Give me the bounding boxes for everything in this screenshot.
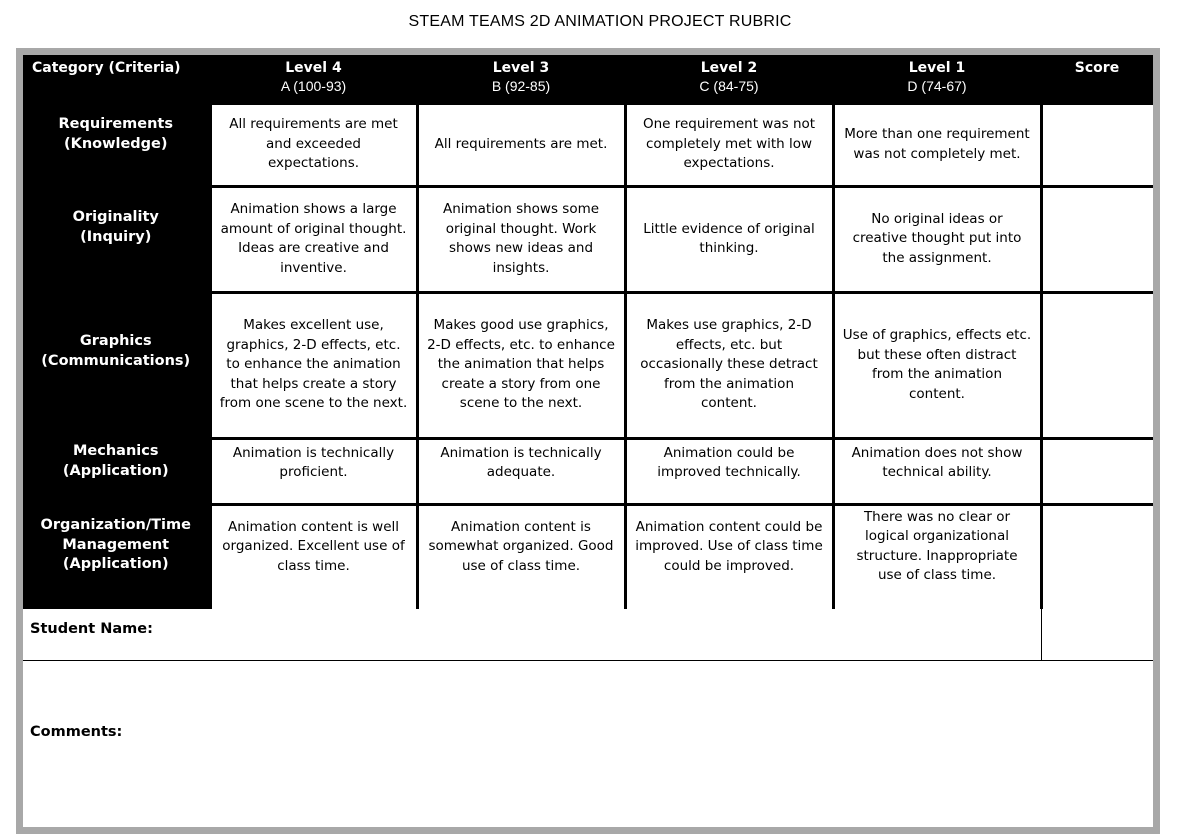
total-score-divider — [1041, 609, 1042, 660]
criteria-cell: One requirement was not completely met with low expectations. — [625, 103, 833, 186]
criteria-cell: No original ideas or creative thought put into the assignment. — [833, 186, 1041, 292]
category-title: Originality — [72, 209, 159, 225]
score-cell[interactable] — [1041, 292, 1153, 438]
criteria-cell: All requirements are met and exceeded expectations. — [210, 103, 417, 186]
header-level-1 — [833, 55, 1041, 103]
category-subtitle: (Inquiry) — [80, 228, 152, 245]
rubric-row-originality — [23, 186, 1153, 292]
rubric-row-mechanics — [23, 438, 1153, 504]
header-level-3 — [417, 55, 625, 103]
rubric-row-graphics — [23, 292, 1153, 438]
criteria-cell: Animation content could be improved. Use of class time could be improved. — [625, 504, 833, 609]
criteria-cell: Makes excellent use, graphics, 2-D effects, etc. to enhance the animation that helps create a story from one scene to the next. — [210, 292, 417, 438]
criteria-cell: Animation does not show technical ability. — [833, 438, 1041, 504]
level-name: Level 3 — [492, 60, 550, 76]
category-title: Mechanics — [73, 443, 159, 459]
rubric-row-organization — [23, 504, 1153, 609]
criteria-cell: Animation content is well organized. Excellent use of class time. — [210, 504, 417, 609]
category-cell — [23, 438, 210, 504]
category-subtitle: (Communications) — [41, 352, 191, 369]
student-name-row[interactable] — [23, 609, 1153, 661]
category-cell — [23, 504, 210, 609]
category-cell — [23, 186, 210, 292]
category-cell — [23, 292, 210, 438]
criteria-cell: Makes use graphics, 2-D effects, etc. but occasionally these detract from the animation content. — [625, 292, 833, 438]
level-name: Level 1 — [908, 60, 966, 76]
header-level-2 — [625, 55, 833, 103]
category-title: Requirements — [58, 116, 173, 132]
header-category: Category (Criteria) — [23, 55, 210, 103]
comments-label: Comments: — [30, 724, 123, 740]
score-cell[interactable] — [1041, 438, 1153, 504]
rubric-row-requirements — [23, 103, 1153, 186]
level-name: Level 2 — [700, 60, 758, 76]
level-range: C (84-75) — [699, 78, 759, 94]
rubric-table — [23, 55, 1153, 609]
level-range: D (74-67) — [907, 78, 967, 94]
criteria-cell: Little evidence of original thinking. — [625, 186, 833, 292]
header-score: Score — [1041, 55, 1153, 103]
level-name: Level 4 — [285, 60, 342, 76]
level-range: A (100-93) — [280, 78, 347, 94]
category-title: Graphics — [79, 333, 152, 349]
score-cell[interactable] — [1041, 103, 1153, 186]
score-cell[interactable] — [1041, 504, 1153, 609]
category-subtitle: (Application) — [62, 556, 169, 572]
criteria-cell: There was no clear or logical organizational structure. Inappropriate use of class time. — [833, 504, 1041, 609]
score-cell[interactable] — [1041, 186, 1153, 292]
criteria-cell: Use of graphics, effects etc. but these often distract from the animation content. — [833, 292, 1041, 438]
level-range: B (92-85) — [491, 78, 551, 94]
criteria-cell: Animation is technically proficient. — [210, 438, 417, 504]
criteria-cell: Animation could be improved technically. — [625, 438, 833, 504]
student-name-label: Student Name: — [30, 621, 153, 637]
category-subtitle: Management — [62, 536, 170, 553]
criteria-cell: Makes good use graphics, 2-D effects, etc. to enhance the animation that helps create a story from one scene to the next. — [417, 292, 625, 438]
header-level-4 — [210, 55, 417, 103]
category-subtitle: (Knowledge) — [63, 135, 168, 152]
criteria-cell: More than one requirement was not completely met. — [833, 103, 1041, 186]
page-title: STEAM TEAMS 2D ANIMATION PROJECT RUBRIC — [408, 13, 792, 30]
category-subtitle: (Application) — [62, 462, 169, 479]
category-title: Organization/Time — [40, 517, 191, 533]
criteria-cell: Animation content is somewhat organized. Good use of class time. — [417, 504, 625, 609]
criteria-cell: Animation shows some original thought. Work shows new ideas and insights. — [417, 186, 625, 292]
header-row — [23, 55, 1153, 103]
student-section — [23, 609, 1153, 827]
category-cell — [23, 103, 210, 186]
criteria-cell: Animation is technically adequate. — [417, 438, 625, 504]
criteria-cell: All requirements are met. — [417, 103, 625, 186]
criteria-cell: Animation shows a large amount of original thought. Ideas are creative and inventive. — [210, 186, 417, 292]
